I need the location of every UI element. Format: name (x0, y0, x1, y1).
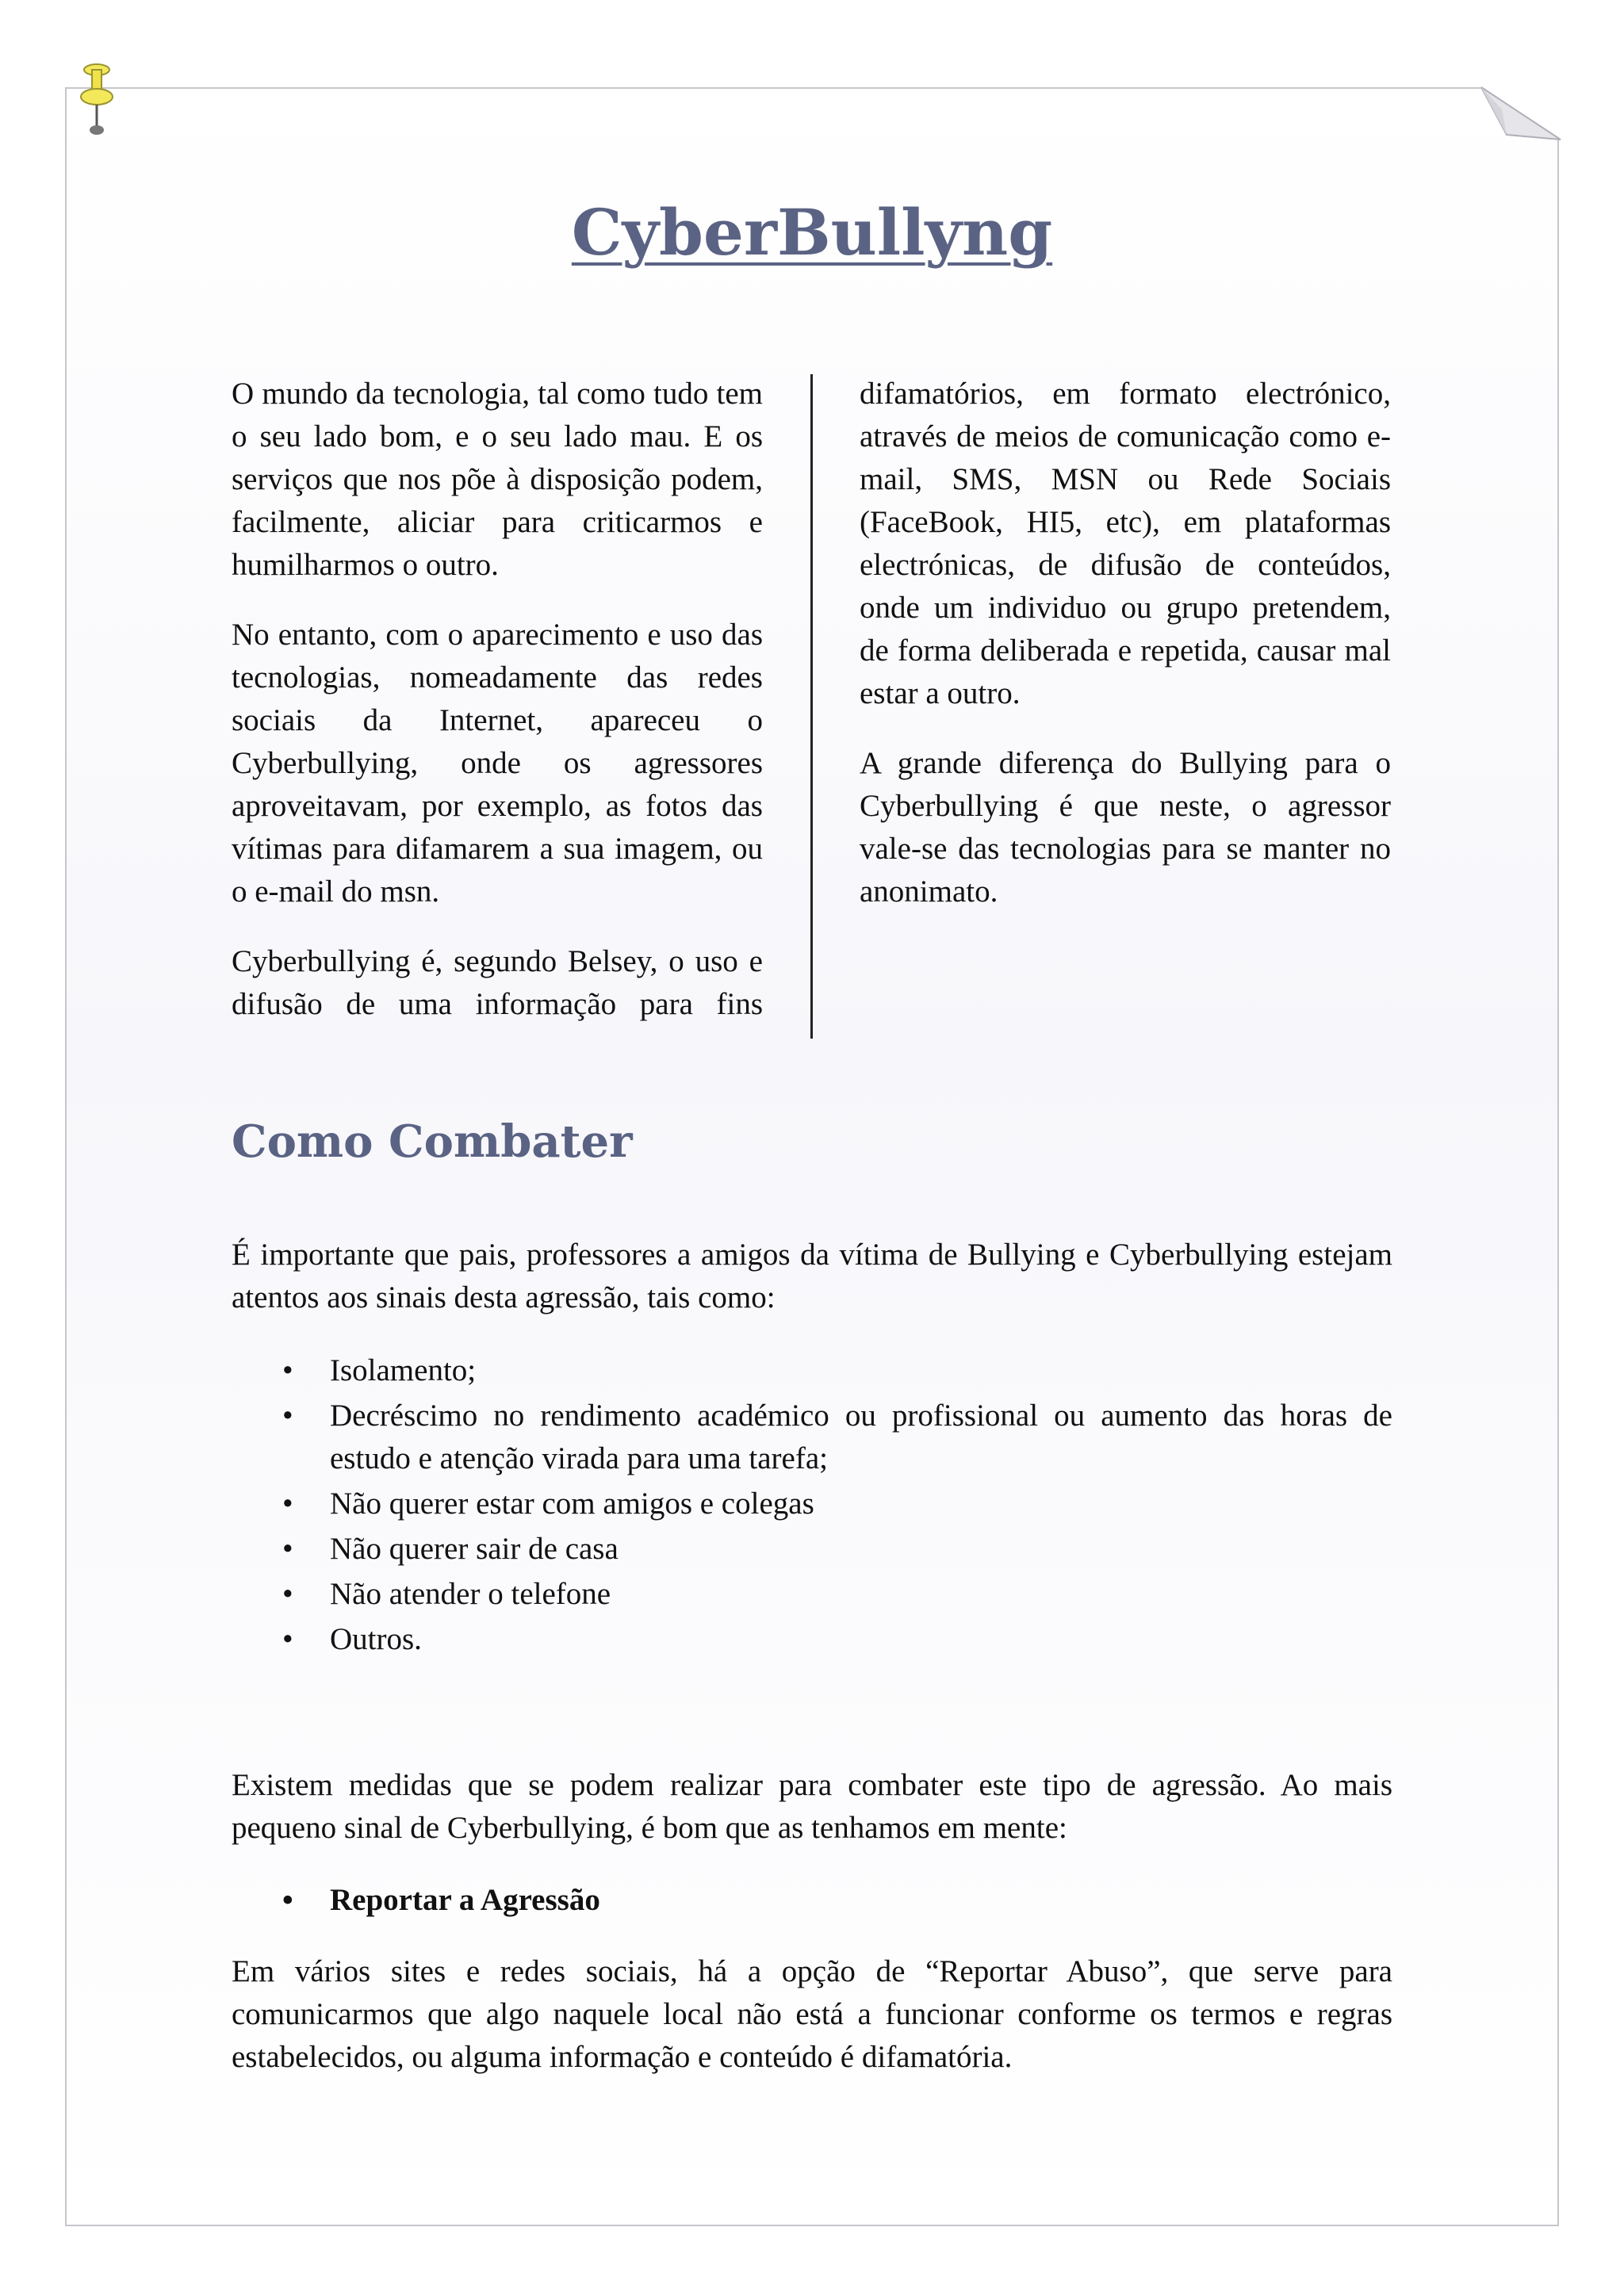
paragraph: Existem medidas que se podem realizar para combater este tipo de agressão. Ao mais pequeno sinal de Cyberbullying, é bom que as tenhamos em mente: (232, 1768, 1392, 1845)
list-item: • Não querer estar com amigos e colegas (232, 1483, 1392, 1525)
list-item: • Outros. (232, 1618, 1392, 1661)
paragraph: Cyberbullying é, segundo Belsey, o uso e difusão de uma informação para fins (232, 944, 763, 1021)
list-item: • Decréscimo no rendimento académico ou profissional ou aumento das horas de estudo e atenção virada para uma tarefa; (232, 1395, 1392, 1480)
intro-right-column (860, 373, 1391, 940)
paragraph: É importante que pais, professores a amigos da vítima de Bullying e Cyberbullying estejam atentos aos sinais desta agressão, tais como: (232, 1238, 1392, 1314)
paragraph: A grande diferença do Bullying para o Cyberbullying é que neste, o agressor vale-se das tecnologias para se manter no anonimato. (860, 746, 1391, 909)
list-item: • Isolamento; (232, 1349, 1392, 1392)
paragraph: Em vários sites e redes sociais, há a opção de “Reportar Abuso”, que serve para comunicarmos que algo naquele local não está a funcionar conforme os termos e regras estabelecidos, ou alguma informação e conteúdo é difamatória. (232, 1954, 1392, 2074)
list-item: • Não atender o telefone (232, 1573, 1392, 1616)
intro-left-column (232, 373, 763, 1053)
pushpin-icon (76, 62, 117, 138)
column-divider (810, 374, 813, 1039)
paragraph: O mundo da tecnologia, tal como tudo tem o seu lado bom, e o seu lado mau. E os serviços que nos põe à disposição podem, facilmente, aliciar para criticarmos e humilharmos o outro. (232, 377, 763, 582)
page-curl-corner (1480, 86, 1562, 143)
document-title: CyberBullyng (571, 195, 1053, 270)
paragraph: No entanto, com o aparecimento e uso das tecnologias, nomeadamente das redes sociais da Internet, apareceu o Cyberbullying, onde os agressores aproveitavam, por exemplo, as fotos das vítimas para difamarem a sua imagem, ou o e-mail do msn. (232, 618, 763, 909)
warning-signs-list (232, 1349, 1392, 1663)
measures-list (232, 1879, 1392, 1924)
measure-title: • Reportar a Agressão (232, 1879, 1392, 1922)
list-item: • Não querer sair de casa (232, 1528, 1392, 1571)
paragraph: difamatórios, em formato electrónico, através de meios de comunicação como e-mail, SMS, MSN ou Rede Sociais (FaceBook, HI5, etc), em plataformas electrónicas, de difusão de conteúdos, onde um individuo ou grupo pretendem, de forma deliberada e repetida, causar mal estar a outro. (860, 377, 1391, 710)
section-heading: Como Combater (232, 1115, 633, 1168)
